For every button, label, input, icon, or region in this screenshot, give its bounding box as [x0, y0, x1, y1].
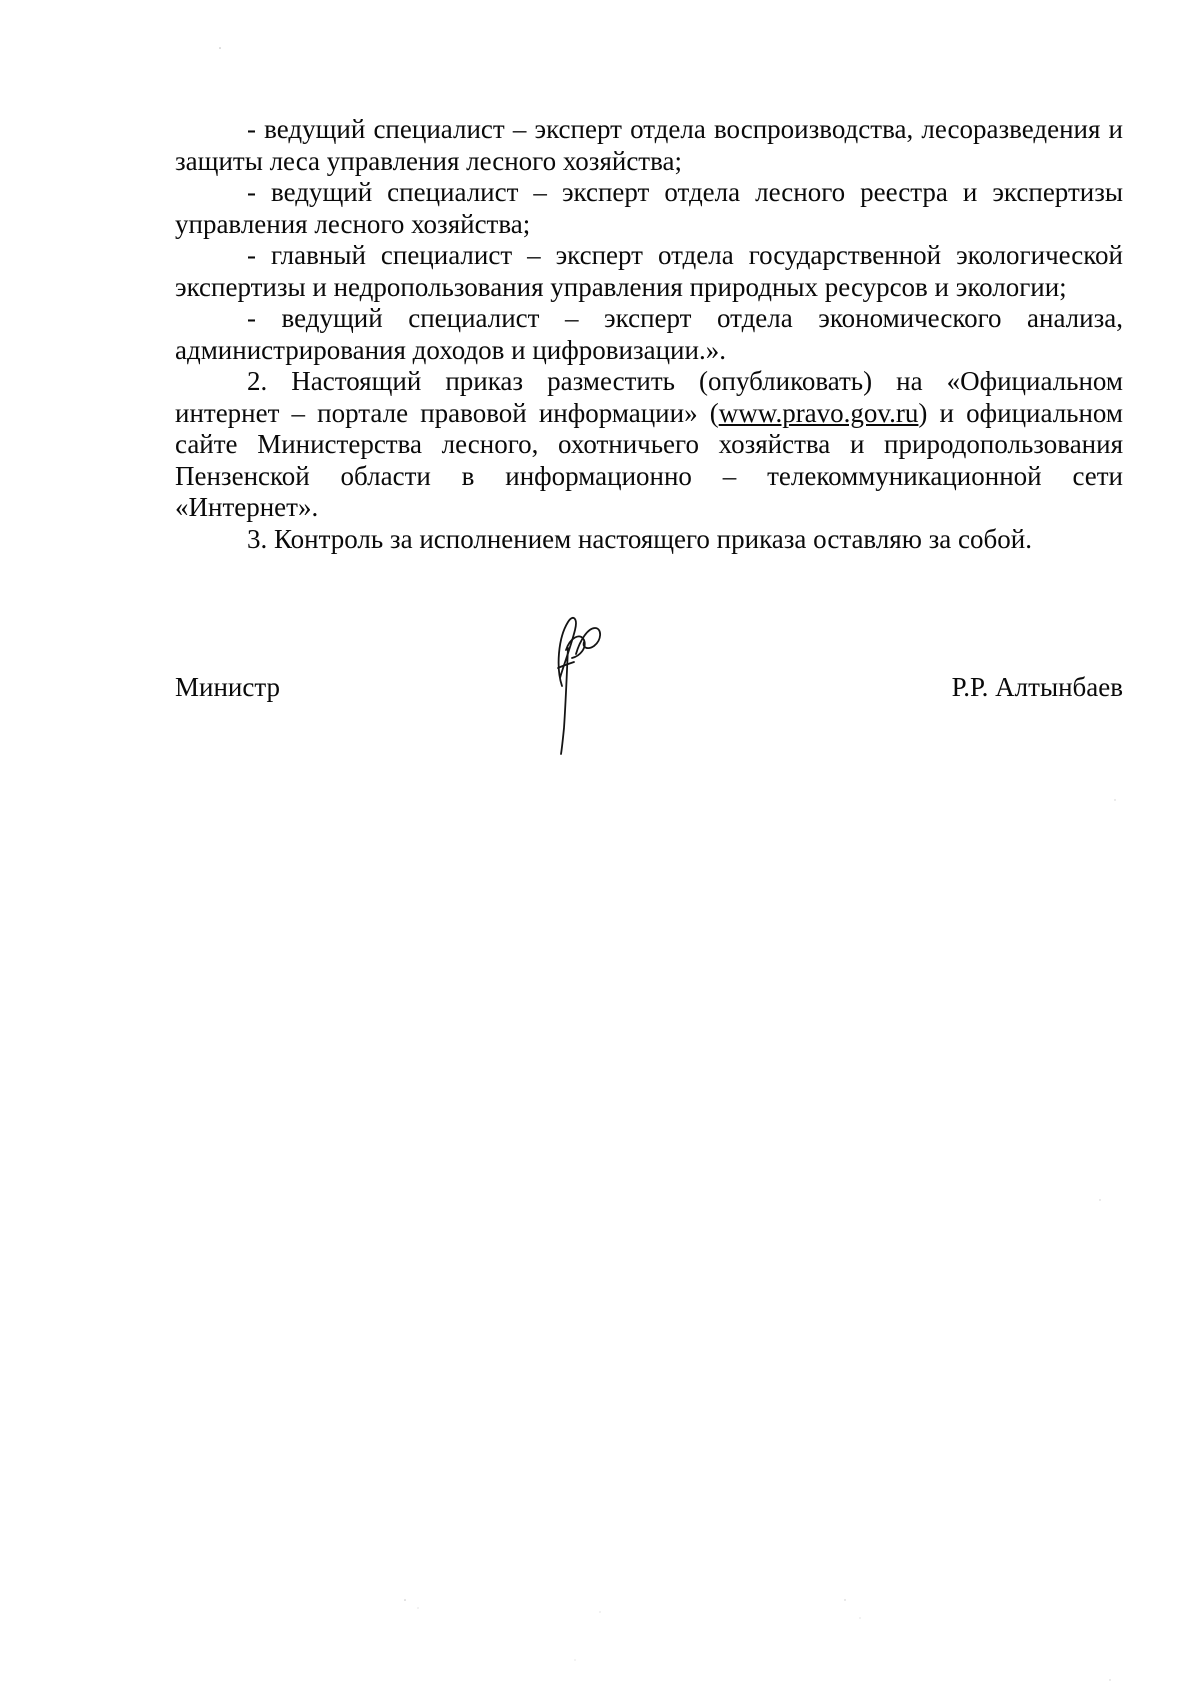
pravo-gov-link[interactable]: www.pravo.gov.ru	[718, 397, 919, 428]
paragraph-control-order: 3. Контроль за исполнением настоящего приказа оставляю за собой.	[247, 523, 1032, 554]
paragraph-position-ecological-expertise: - главный специалист – эксперт отдела государственной экологической экспертизы и недропользования управления природных ресурсов и экологии;	[175, 240, 1123, 302]
handwritten-signature	[540, 608, 620, 758]
publication-text-start: 2. Настоящий приказ разместить (опубликовать) на «Официальном интернет – портале правовой информации»	[175, 366, 1123, 428]
paragraph-position-forest-registry: - ведущий специалист – эксперт отдела лесного реестра и экспертизы управления лесного хозяйства;	[175, 177, 1123, 239]
signatory-title: Министр	[175, 672, 280, 702]
document-body	[175, 114, 1123, 555]
paragraph-publication-order: 2. Настоящий приказ разместить (опубликовать) на «Официальном интернет – портале правовой информации» (www.pravo.gov.ru) и официальном сайте Министерства лесного, охотничьего хозяйства и природопользования Пензенской области в информационно – телекоммуникационной сети «Интернет».	[175, 366, 1123, 522]
paragraph-position-economic-analysis: - ведущий специалист – эксперт отдела экономического анализа, администрирования доходов и цифровизации.».	[175, 303, 1123, 365]
paragraph-position-reproduction: - ведущий специалист – эксперт отдела воспроизводства, лесоразведения и защиты леса управления лесного хозяйства;	[175, 114, 1123, 176]
publication-text-end: ) и официальном сайте Министерства лесного, охотничьего хозяйства и природопользования Пензенской области в информационно – телекоммуникационной сети «Интернет».	[175, 397, 1123, 522]
signatory-name: Р.Р. Алтынбаев	[951, 672, 1123, 702]
